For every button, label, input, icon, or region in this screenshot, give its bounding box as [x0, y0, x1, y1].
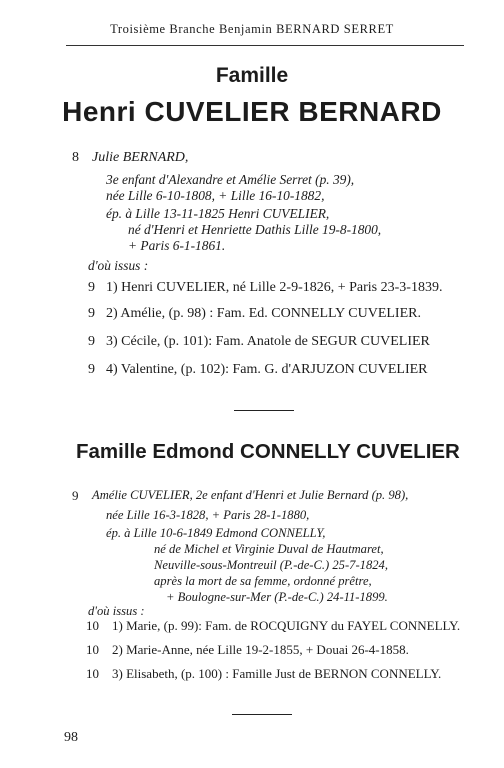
family1-line: née Lille 6-10-1808, + Lille 16-10-1882,	[106, 188, 325, 203]
family1-title-large: Henri CUVELIER BERNARD	[62, 96, 442, 127]
family1-child-gen: 9	[88, 280, 95, 295]
family1-child-gen: 9	[88, 306, 95, 321]
family2-generation: 9	[72, 488, 79, 503]
family1-child-gen: 9	[88, 362, 95, 377]
family1-line: ép. à Lille 13-11-1825 Henri CUVELIER,	[106, 206, 330, 221]
family2-child-gen: 10	[86, 666, 99, 681]
family2-line: + Boulogne-sur-Mer (P.-de-C.) 24-11-1899.	[166, 590, 388, 604]
family2-line: Amélie CUVELIER, 2e enfant d'Henri et Julie Bernard (p. 98),	[92, 488, 409, 502]
family2-child: 3) Elisabeth, (p. 100) : Famille Just de BERNON CONNELLY.	[112, 666, 442, 681]
family2-line: née Lille 16-3-1828, + Paris 28-1-1880,	[106, 508, 310, 522]
family1-issus: d'où issus :	[88, 258, 149, 273]
family2-line: Neuville-sous-Montreuil (P.-de-C.) 25-7-1824,	[154, 558, 388, 572]
family1-line: Julie BERNARD,	[92, 150, 189, 165]
page-number: 98	[64, 730, 78, 745]
family1-child: 4) Valentine, (p. 102): Fam. G. d'ARJUZON CUVELIER	[106, 362, 428, 377]
family2-line: après la mort de sa femme, ordonné prêtre,	[154, 574, 372, 588]
family2-child-gen: 10	[86, 618, 99, 633]
header-rule	[66, 45, 464, 46]
family2-line: né de Michel et Virginie Duval de Hautmaret,	[154, 542, 384, 556]
family1-line: + Paris 6-1-1861.	[128, 238, 226, 253]
running-head: Troisième Branche Benjamin BERNARD SERRET	[110, 22, 394, 36]
section-separator	[234, 410, 294, 411]
family1-child-gen: 9	[88, 334, 95, 349]
family1-line: 3e enfant d'Alexandre et Amélie Serret (p. 39),	[106, 172, 355, 187]
family2-line: ép. à Lille 10-6-1849 Edmond CONNELLY,	[106, 526, 326, 540]
family1-child: 1) Henri CUVELIER, né Lille 2-9-1826, + Paris 23-3-1839.	[106, 280, 443, 295]
family1-child: 2) Amélie, (p. 98) : Fam. Ed. CONNELLY CUVELIER.	[106, 306, 421, 321]
family1-title-small: Famille	[215, 64, 289, 87]
family2-title: Famille Edmond CONNELLY CUVELIER	[76, 440, 460, 463]
family1-line: né d'Henri et Henriette Dathis Lille 19-8-1800,	[128, 222, 382, 237]
family1-generation: 8	[72, 150, 79, 165]
family2-child: 2) Marie-Anne, née Lille 19-2-1855, + Douai 26-4-1858.	[112, 642, 409, 657]
family2-child-gen: 10	[86, 642, 99, 657]
bottom-separator	[232, 714, 292, 715]
family2-child: 1) Marie, (p. 99): Fam. de ROCQUIGNY du FAYEL CONNELLY.	[112, 618, 461, 633]
family2-issus: d'où issus :	[88, 604, 145, 618]
family1-child: 3) Cécile, (p. 101): Fam. Anatole de SEGUR CUVELIER	[106, 334, 430, 349]
